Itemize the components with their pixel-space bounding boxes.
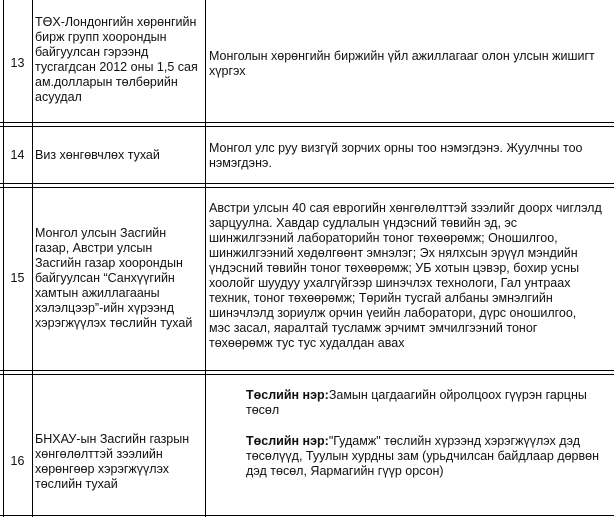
- row-number: 14: [10, 148, 25, 162]
- row-number: 16: [10, 454, 25, 468]
- row-subject: Монгол улсын Засгийн газар, Австри улсын Засгийн газар хоорондын байгуулсан “Санхүүгийн хамтын ажиллагааны хэлэлцээр”-ийн хүрээнд хэрэгжүүлэх төслийн тухай: [35, 226, 193, 330]
- row-number: 13: [10, 56, 25, 70]
- row-subject: БНХАУ-ын Засгийн газрын хөнгөлөлттэй зээлийн хөрөнгөөр хэрэгжүүлэх төслийн тухай: [35, 432, 190, 491]
- row-description: Монгол улс руу визгүй зорчих орны тоо нэмэгдэнэ. Жуулчны тоо нэмэгдэнэ.: [209, 141, 583, 170]
- row-subject: ТӨХ-Лондонгийн хөрөнгийн бирж групп хоорондын байгуулсан гэрээнд тусгагдсан 2012 оны 1,5 сая ам.долларын төлбөрийн асуудал: [35, 15, 198, 104]
- row-description: Австри улсын 40 сая еврогийн хөнгөлөлттэй зээлийг доорх чиглэлд зарцуулна. Хавдар судлалын үндэсний төвийн эд, эс шинжилгээний лабораторийн тоног төхөөрөмж; Оношилгоо, шинжилгээний хөдөлгөөнт эмнэлэг; Эх нялхсын эрүүл мэндийн үндэсний төвийн тоног төхөөрөмж; УБ хотын цэвэр, бохир усны хоолойг шуудуу ухалгүйгээр шинэчлэх технологи, Гал унтраах техник, тоног төхөөрөмж; Төрийн тусгай албаны эмнэлгийн шинэчлэлд зориулж орчин үеийн лаборатори, дүрс оношилгоо, мэс засал, яаралтай тусламж эрчимт эмчилгээний тоног төхөөрөмж тус тус худалдан авах: [209, 201, 602, 350]
- row-divider: [0, 515, 614, 516]
- row-divider: [0, 126, 614, 127]
- column-divider: [32, 0, 33, 517]
- project-entry: Төслийн нэр:"Гудамж" төслийн хүрээнд хэрэгжүүлэх дэд төсөлүүд, Туулын хурдны зам (урьдчилсан байдлаар дөрвөн дэд төсөл, Яармагийн гүүр орсон): [246, 434, 599, 478]
- row-description: Монголын хөрөнгийн биржийн үйл ажиллагааг олон улсын жишигт хүргэх: [209, 49, 595, 78]
- column-divider: [3, 0, 4, 517]
- project-entry: Төслийн нэр:Замын цагдаагийн ойролцоох гүүрэн гарцны төсөл: [246, 388, 587, 417]
- row-divider: [0, 374, 614, 375]
- project-label: Төслийн нэр:: [246, 434, 329, 448]
- row-divider: [0, 187, 614, 188]
- project-label: Төслийн нэр:: [246, 388, 329, 402]
- row-subject: Виз хөнгөвчлөх тухай: [35, 148, 160, 162]
- row-divider: [0, 122, 614, 123]
- row-divider: [0, 183, 614, 184]
- row-divider: [0, 370, 614, 371]
- row-number: 15: [10, 271, 25, 285]
- column-divider: [205, 0, 206, 517]
